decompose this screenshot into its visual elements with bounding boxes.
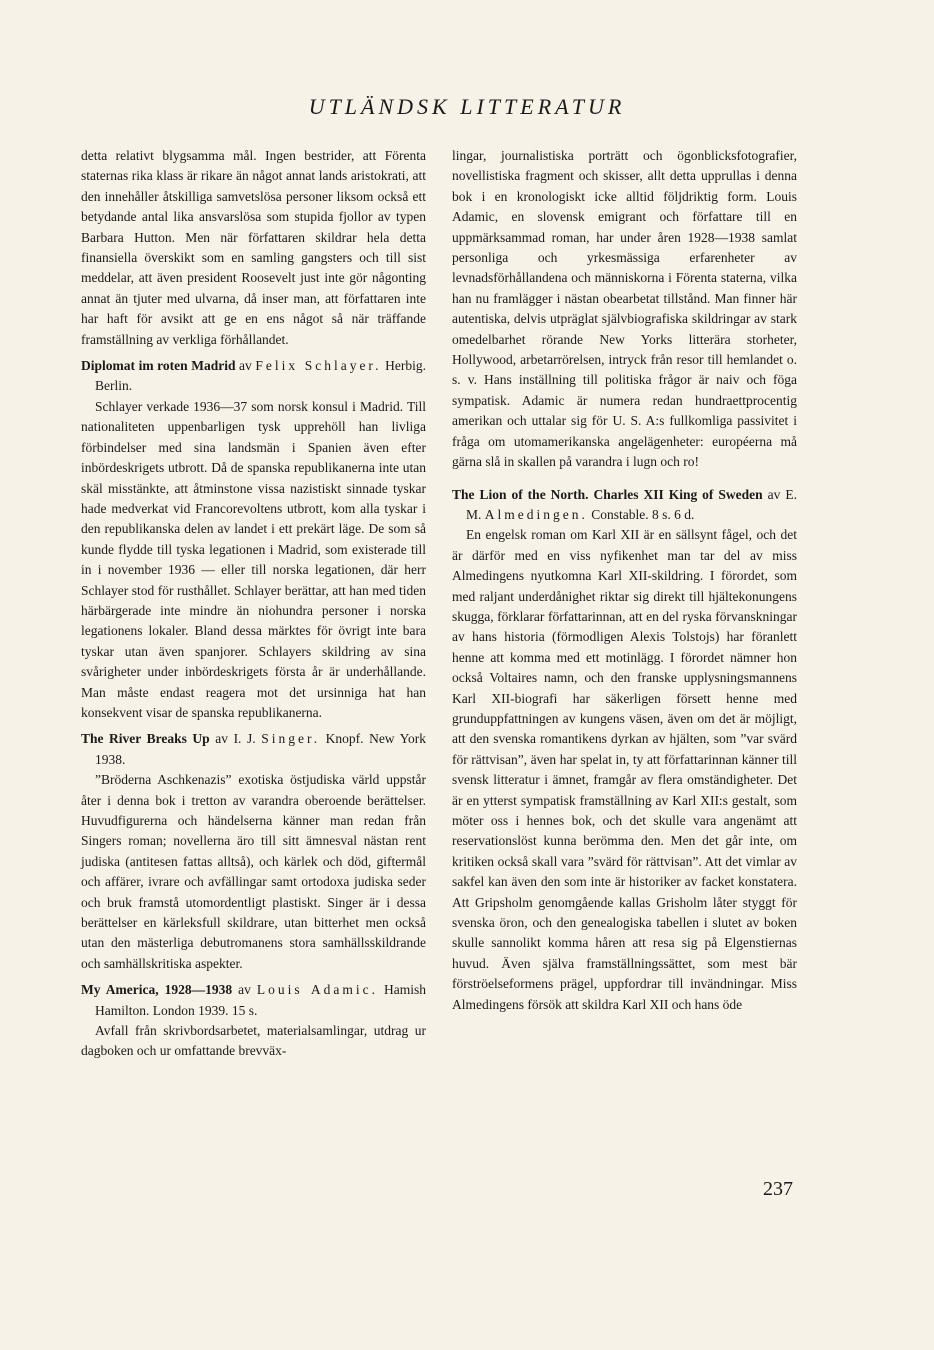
book-entry-heading: [81, 356, 426, 397]
book-author: Almedingen.: [484, 506, 588, 522]
book-title: Diplomat im roten Madrid: [81, 358, 236, 374]
by-word: av: [215, 731, 228, 747]
book-review: En engelsk roman om Karl XII är en sällsynt fågel, och det är därför med en viss nyfikenhet man tar del av miss Almedingens nyutkomna Karl XII-skildring. I förordet, som med raljant underdånighet riktar sig direkt till hjältekonungens skugga, förklarar författarinnan, att en del ryska förvanskningar av hans historia (förmodligen Alexis Tolstojs) har föranlett henne att komma med ett motinlägg. I förordet nämner hon också Voltaires namn, och den franske upplysningsmannens Karl XII-biografi har säkerligen försett henne med grunduppfattningen av kungens väsen, även om det är möjligt, att den svenska romantikens dyrkan av hjälten, som ”var svärd för rättvisan”, även har spelat in, ty att författarinnan känner till svensk litteratur i ämnet, framgår av flera omständigheter. Det är en ytterst sympatisk framställning av Karl XII:s gestalt, som möter oss i hennes bok, och det skulle vara angenämt att reservationslöst kunna berömma den. Men det går inte, om kritiken också skall vara ”svärd för rättvisan”. Att det vimlar av sakfel kan även den som inte är historiker av facket konstatera. Att Gripsholm genomgående kallas Grisholm låter styggt för svenska öron, och den genealogiska tabellen i slutet av boken skulle sannolikt komma håren att resa sig på Elgenstiernas huvud. Även själva framställningssättet, som mest bär förströelseformens prägel, uppfordrar till invändningar. Miss Almedingens försök att skildra Karl XII och hans öde: [452, 527, 797, 1012]
book-publisher: Hamish Hamilton. London 1939. 15 s.: [95, 982, 427, 1018]
book-entry-heading: [452, 485, 797, 526]
book-publisher: Constable. 8 s. 6 d.: [591, 506, 695, 522]
book-title: The Lion of the North. Charles XII King of Sweden: [452, 486, 763, 502]
author-initials: I. J.: [233, 731, 256, 747]
book-author: Louis Adamic.: [256, 982, 379, 998]
left-column: [81, 146, 426, 1062]
by-word: av: [767, 486, 781, 502]
running-head: UTLÄNDSK LITTERATUR: [308, 94, 626, 119]
book-entry-heading: [81, 729, 426, 770]
by-word: av: [238, 982, 251, 998]
intro-paragraph: detta relativt blygsamma mål. Ingen bestrider, att Förenta staternas rika klass är rikare än något annat lands aristokrati, att den innehåller åtskilliga samvetslösa personer liksom också ett betydande antal lika ansvarslösa som stupida fjollor av typen Barbara Hutton. Men när författaren skildrar hela detta finansiella överskikt som en samling gangsters och till sist meddelar, att även president Roosevelt just inte gör någonting annat än tjuter med ulvarna, då inser man, att författaren inte har haft för avsikt att ge en ens något så när träffande framställning av verkliga förhållandet.: [81, 148, 426, 347]
author-initials: E. M.: [466, 486, 798, 522]
by-word: av: [239, 358, 252, 374]
book-publisher: Herbig. Berlin.: [95, 358, 427, 394]
book-title: My America, 1928—1938: [81, 982, 233, 998]
book-review: ”Bröderna Aschkenazis” exotiska östjudiska värld uppstår åter i denna bok i tretton av varandra oberoende berättelser. Huvudfigurerna och händelserna känner man redan från Singers roman; novellerna äro till sitt ämnesval nästan rent judiska (antitesen fattas alltså), och kärlek och död, giftermål och affärer, ivrare och avfällingar samt ortodoxa judiska seder och bruk framstå utomordentligt plastiskt. Singer är i dessa berättelser en kärleksfull skildrare, utan bitterhet men också utan den mästerliga debutromanens stora samhällsskildrande och samhällskritiska aspekter.: [81, 772, 426, 971]
right-column: [452, 146, 797, 1015]
book-review: Avfall från skrivbordsarbetet, materialsamlingar, utdrag ur dagboken och ur omfattande brevväx-: [81, 1023, 426, 1059]
review-continuation: lingar, journalistiska porträtt och ögonblicksfotografier, novellistiska fragment och skisser, allt detta upprullas i denna bok i en kronologiskt icke alltid följdriktig form. Louis Adamic, en slovensk emigrant och författare till en uppmärksammad roman, har under åren 1928—1938 samlat personliga och yrkesmässiga erfarenheter av levnadsförhållandena och människorna i Förenta staterna, vilka han nu framlägger i nästan obearbetat tillstånd. Man finner här autentiska, delvis utpräglat självbiografiska skildringar av stark omedelbarhet rörande New Yorks litterära storheter, Hollywood, arbetarrörelsen, intryck från resor till hemlandet o. s. v. Hans inställning till politiska frågor är naiv och föga sympatisk. Adamic är numera redan hundraettprocentig amerikan och uttalar sig för U. S. A:s fullkomliga passivitet i fråga om utomamerikanska angelägenheter: européerna må gärna slå in skallen på varandra i lugn och ro!: [452, 148, 797, 470]
book-review: Schlayer verkade 1936—37 som norsk konsul i Madrid. Till nationaliteten uppenbarligen tysk upprehöll han livliga förbindelser med sina landsmän i Spanien även efter inbördeskrigets utbrott. Då de spanska republikanerna inte utan skäl misstänkte, att åtminstone vissa nazistiskt sinnade tyskar hade medverkat vid Francorevoltens utbrott, kom alla tyskar i den republikanska delen av landet i ett prekärt läge. De som så kunde flydde till tyska legationen i Madrid, som existerade till in i november 1936 — eller till norska legationen, där herr Schlayer stod för rusthållet. Schlayer berättar, att han med tiden härbärgerade inte mindre än niohundra personer i norska legationens lokaler. Bland dessa märktes för övrigt inte bara tyskar utan även spanjorer. Schlayers skildring av sina svårigheter under inbördeskrigets första år är underhållande. Man måste endast reagera mot det ursinniga hat han konsekvent visar de spanska republikanerna.: [81, 398, 426, 720]
book-author: Felix Schlayer.: [255, 358, 382, 374]
page-number: 237: [763, 1178, 793, 1200]
book-title: The River Breaks Up: [81, 731, 210, 747]
book-entry-heading: [81, 980, 426, 1021]
book-author: Singer.: [261, 731, 321, 747]
book-publisher: Knopf. New York 1938.: [95, 731, 427, 767]
